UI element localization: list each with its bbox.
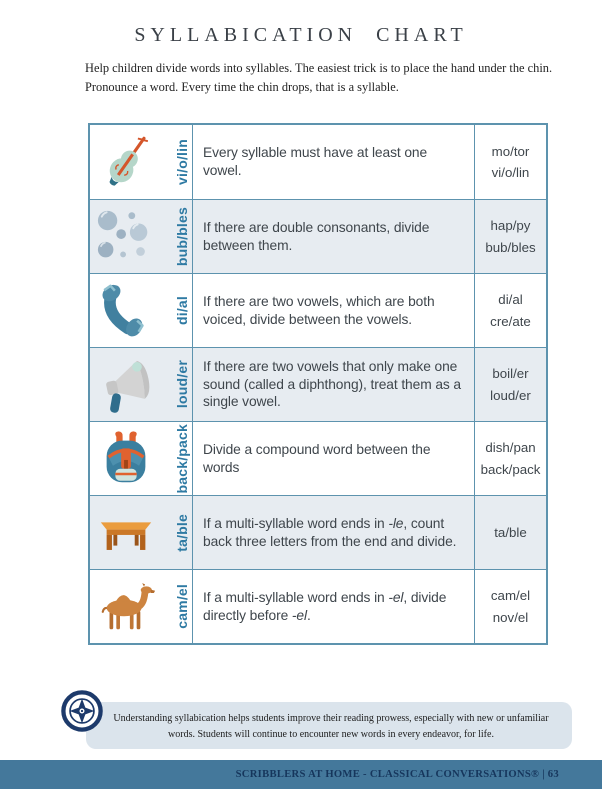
table-row-rule-cell (192, 199, 474, 273)
row-keyword-label: vi/o/lin (174, 139, 190, 185)
example-word: cam/el (490, 588, 531, 604)
row-keyword-label: di/al (174, 295, 190, 325)
table-row-rule-cell (192, 421, 474, 495)
example-word: boil/er (492, 366, 529, 382)
camel-icon (95, 576, 157, 638)
bubbles-icon (95, 206, 157, 268)
footer-note-box (86, 702, 572, 749)
intro-line-2: Pronounce a word. Every time the chin drops, that is a syllable. (85, 79, 399, 94)
table-row-icon-cell (90, 273, 192, 347)
table-row-examples-cell (474, 199, 546, 273)
example-word: back/pack (480, 461, 541, 477)
rule-text: If a multi-syllable word ends in -el, divide directly before -el. (203, 589, 447, 623)
table-row-icon-cell (90, 347, 192, 421)
example-word: di/al (498, 292, 523, 308)
intro-line-1: Help children divide words into syllables. The easiest trick is to place the hand under the chin. (85, 61, 553, 75)
rule-text: If there are double consonants, divide between them. (203, 219, 430, 253)
table-row-examples-cell (474, 273, 546, 347)
rule-text: Divide a compound word between the words (203, 441, 431, 475)
table-icon (95, 502, 157, 564)
footer-note-text: Understanding syllabication helps students improve their reading prowess, especially with new or unfamiliar words. Students will continue to encounter new words in every endeavor, for life. (113, 713, 549, 740)
table-row-examples-cell (474, 421, 546, 495)
table-row-rule-cell (192, 125, 474, 199)
table-row-icon-cell (90, 495, 192, 569)
rule-text: Every syllable must have at least one vowel. (203, 145, 428, 178)
table-row-rule-cell (192, 273, 474, 347)
example-word: cre/ate (490, 313, 531, 329)
example-word: loud/er (490, 387, 531, 403)
table-row-examples-cell (474, 125, 546, 199)
syllabication-chart-table (88, 123, 548, 645)
example-word: ta/ble (494, 524, 527, 540)
rule-text: If a multi-syllable word ends in -le, count back three letters from the end and divide. (203, 515, 457, 549)
megaphone-icon (95, 354, 157, 416)
rule-text: If there are two vowels, which are both voiced, divide between the vowels. (203, 293, 435, 327)
example-word: bub/bles (485, 239, 536, 255)
example-word: mo/tor (491, 143, 530, 159)
example-word: vi/o/lin (491, 165, 530, 180)
table-row-examples-cell (474, 347, 546, 421)
compass-badge-icon (61, 690, 103, 732)
page-title: SYLLABICATION CHART (134, 24, 468, 46)
table-row-examples-cell (474, 495, 546, 569)
rule-text: If there are two vowels that only make one sound (called a diphthong), treat them as a single vowel. (203, 359, 462, 410)
backpack-icon (95, 428, 157, 490)
phone-icon (95, 280, 157, 342)
table-row-icon-cell (90, 199, 192, 273)
example-word: hap/py (490, 218, 531, 234)
table-row-icon-cell (90, 569, 192, 643)
row-keyword-label: bub/bles (174, 206, 190, 267)
table-row-rule-cell (192, 495, 474, 569)
row-keyword-label: cam/el (174, 584, 190, 629)
example-word: nov/el (492, 609, 529, 625)
violin-icon (95, 131, 157, 193)
intro-text (85, 59, 571, 96)
table-row-examples-cell (474, 569, 546, 643)
row-keyword-label: ta/ble (174, 513, 190, 552)
row-keyword-label: loud/er (174, 360, 190, 409)
table-row-rule-cell (192, 569, 474, 643)
example-word: dish/pan (485, 440, 536, 456)
table-row-rule-cell (192, 347, 474, 421)
footer-bar-text: SCRIBBLERS AT HOME - CLASSICAL CONVERSATIONS® | 63 (235, 769, 559, 780)
row-keyword-label: back/pack (174, 423, 190, 494)
table-row-icon-cell (90, 421, 192, 495)
table-row-icon-cell (90, 125, 192, 199)
footer-bar (0, 760, 602, 789)
